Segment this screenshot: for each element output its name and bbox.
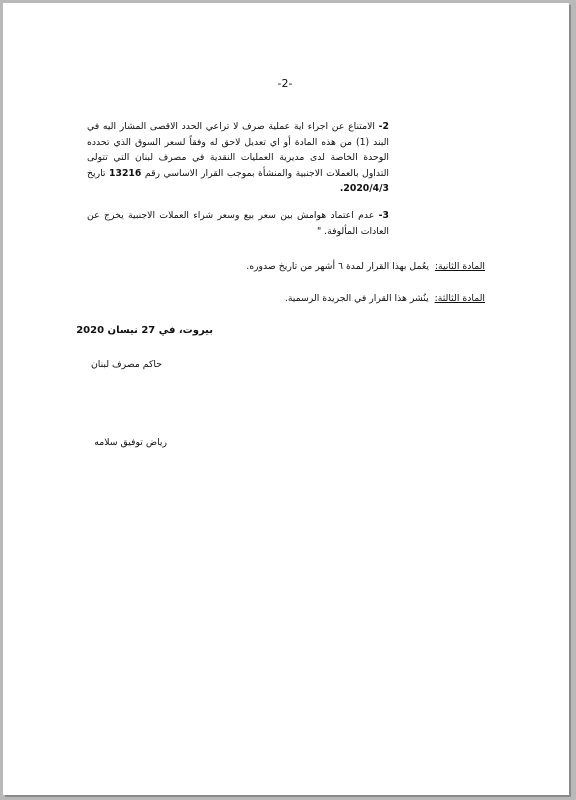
decision-number: 13216: [109, 167, 142, 179]
document-page: [3, 3, 569, 795]
clause-3-text: عدم اعتماد هوامش بين سعر بيع وسعر شراء العملات الاجنبية يخرج عن العادات المألوفة. ": [87, 210, 389, 237]
clause-3-number: 3-: [378, 210, 389, 221]
page-number: -2-: [277, 77, 293, 90]
clause-2-text: الامتناع عن اجراء اية عملية صرف لا تراعي الحدد الاقصى المشار اليه في البند (1) من هذه المادة أو اي تعديل لاحق له وفقاً لسعر السوق الذي تحدده الوحدة الخاصة لدى مديرية العمليات النقدية في مصرف لبنان التي تتولى التداول بالعملات الاجنبية والمنشأة بموجب القرار الاساسي رقم: [87, 121, 389, 179]
decision-date: 2020/4/3.: [339, 183, 389, 194]
date-word: تاريخ: [87, 167, 106, 179]
governor-title: حاكم مصرف لبنان: [90, 359, 162, 370]
clause-3: [87, 208, 389, 239]
article-3: [125, 293, 485, 304]
signatory-name: رياض توفيق سلامه: [94, 437, 167, 448]
clause-2: [87, 119, 389, 197]
date-line: بيروت، في 27 نيسان 2020: [76, 325, 213, 336]
clause-2-number: 2-: [378, 121, 389, 132]
article-2-label: المادة الثانية:: [434, 261, 485, 272]
article-3-text: ينُشر هذا القرار في الجريدة الرسمية.: [284, 293, 429, 304]
article-2-text: يعُمل بهذا القرار لمدة ٦ أشهر من تاريخ صدوره.: [246, 261, 429, 272]
article-3-label: المادة الثالثة:: [434, 293, 485, 304]
article-2: [125, 261, 485, 272]
